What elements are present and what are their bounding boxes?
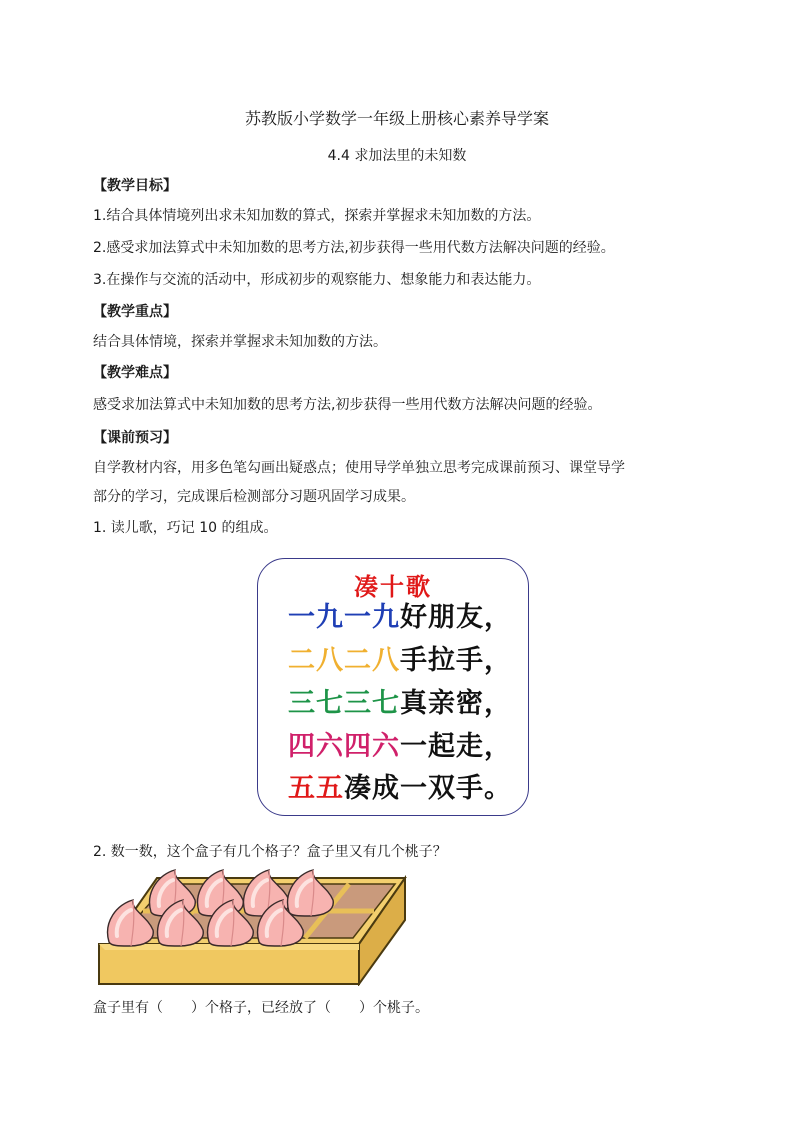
preview-text-1: 自学教材内容，用多色笔勾画出疑惑点；使用导学单独立思考完成课前预习、课堂导学 [93,460,625,476]
goals-heading: 【教学目标】 [93,178,177,194]
poem-line-4-text: 一起走， [400,731,512,762]
poem-line-2-numbers: 二八二八 [288,645,400,676]
goal-item-3: 3.在操作与交流的活动中，形成初步的观察能力、想象能力和表达能力。 [93,272,541,288]
peach-4 [288,870,334,916]
poem-card [257,558,529,816]
poem-line-1-text: 好朋友， [400,602,512,633]
question-2: 2. 数一数，这个盒子有几个格子？盒子里又有几个桃子？ [93,844,447,860]
difficulty-heading: 【教学难点】 [93,365,177,381]
poem-title: 凑十歌 [354,572,432,601]
question-1: 1. 读儿歌，巧记 10 的组成。 [93,520,278,536]
document-title: 苏教版小学数学一年级上册核心素养导学案 [244,109,549,128]
poem-line-1-numbers: 一九一九 [288,602,400,633]
goal-item-2: 2.感受求加法算式中未知加数的思考方法,初步获得一些用代数方法解决问题的经验。 [93,240,615,256]
poem-line-5-text: 凑成一双手。 [344,773,512,804]
poem-line-3 [288,688,512,720]
poem-line-5 [288,773,512,805]
poem-line-2-text: 手拉手， [400,645,512,676]
poem-line-2 [288,645,512,677]
preview-heading: 【课前预习】 [93,430,177,446]
poem-line-4 [288,731,512,763]
document-subtitle: 4.4 求加法里的未知数 [327,148,467,164]
poem-line-4-numbers: 四六四六 [288,731,400,762]
peach-box-illustration [97,868,407,986]
preview-text-2: 部分的学习，完成课后检测部分习题巩固学习成果。 [93,489,415,505]
goal-item-1: 1.结合具体情境列出求未知加数的算式，探索并掌握求未知加数的方法。 [93,208,541,224]
difficulty-text: 感受求加法算式中未知加数的思考方法,初步获得一些用代数方法解决问题的经验。 [93,397,602,413]
poem-line-3-numbers: 三七三七 [288,688,400,719]
key-heading: 【教学重点】 [93,304,177,320]
poem-line-1 [288,602,512,634]
poem-line-5-numbers: 五五 [288,773,344,804]
key-text: 结合具体情境，探索并掌握求未知加数的方法。 [93,334,387,350]
question-2-answer: 盒子里有（ ）个格子，已经放了（ ）个桃子。 [93,1000,429,1016]
poem-line-3-text: 真亲密， [400,688,512,719]
